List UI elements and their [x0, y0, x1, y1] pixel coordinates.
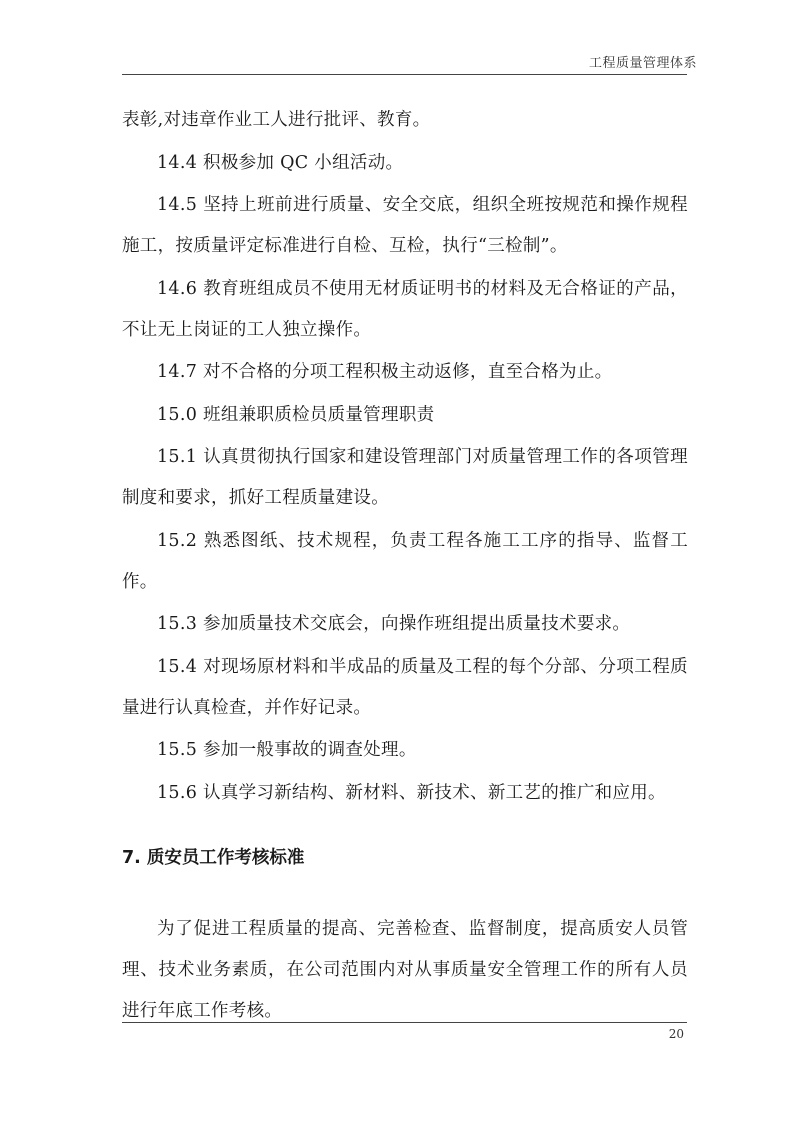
- paragraph: 14.6 教育班组成员不使用无材质证明书的材料及无合格证的产品，不让无上岗证的工人独立操作。: [122, 278, 688, 340]
- paragraph: 15.0 班组兼职质检员质量管理职责: [157, 404, 435, 425]
- page-body: [122, 100, 688, 1033]
- paragraph: 15.3 参加质量技术交底会，向操作班组提出质量技术要求。: [157, 614, 631, 634]
- paragraph: 15.1 认真贯彻执行国家和建设管理部门对质量管理工作的各项管理制度和要求，抓好工程质量建设。: [122, 447, 688, 508]
- paragraph: 表彰,对违章作业工人进行批评、教育。: [122, 110, 431, 130]
- header-rule: [122, 74, 687, 75]
- paragraph: 15.6 认真学习新结构、新材料、新技术、新工艺的推广和应用。: [157, 782, 666, 803]
- section-heading: 7. 质安员工作考核标准: [122, 847, 305, 868]
- page-number: 20: [668, 1027, 684, 1041]
- running-header-title: 工程质量管理体系: [588, 56, 697, 71]
- paragraph: 14.5 坚持上班前进行质量、安全交底，组织全班按规范和操作规程施工，按质量评定标准进行自检、互检，执行“三检制”。: [122, 195, 688, 256]
- paragraph: 为了促进工程质量的提高、完善检查、监督制度，提高质安人员管理、技术业务素质，在公司范围内对从事质量安全管理工作的所有人员进行年底工作考核。: [122, 918, 688, 1021]
- paragraph: 15.5 参加一般事故的调查处理。: [157, 740, 417, 760]
- paragraph: 14.4 积极参加 QC 小组活动。: [157, 152, 404, 173]
- paragraph: 14.7 对不合格的分项工程积极主动返修，直至合格为止。: [157, 362, 613, 382]
- footer-rule: [122, 1022, 687, 1023]
- paragraph: 15.2 熟悉图纸、技术规程，负责工程各施工工序的指导、监督工作。: [122, 530, 688, 592]
- paragraph: 15.4 对现场原材料和半成品的质量及工程的每个分部、分项工程质量进行认真检查，并作好记录。: [122, 656, 688, 718]
